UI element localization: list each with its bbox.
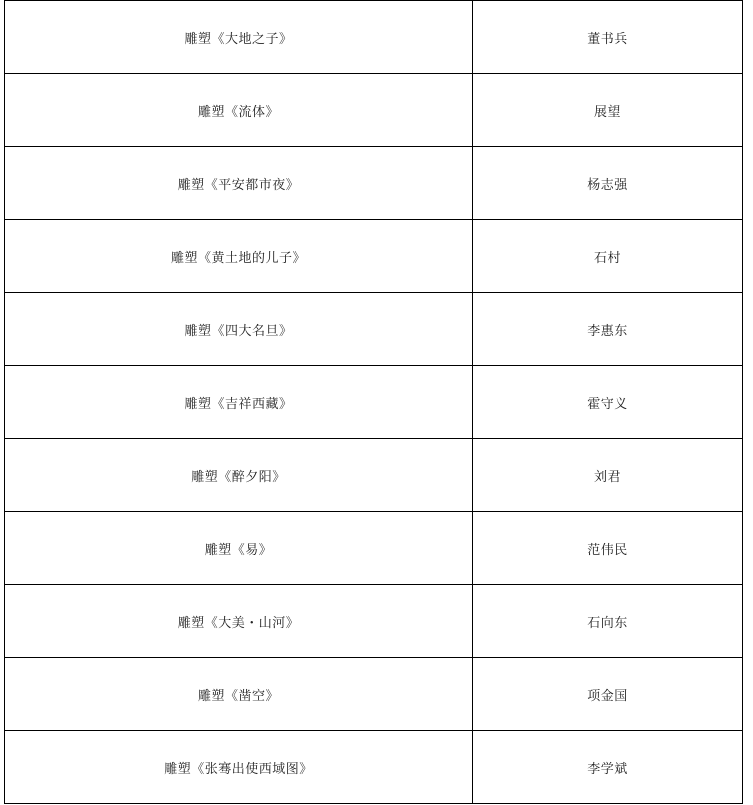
- work-title-cell: 雕塑《醉夕阳》: [5, 439, 473, 512]
- table-row: [5, 731, 743, 804]
- artist-cell: 石村: [473, 220, 743, 293]
- work-title-cell: 雕塑《张骞出使西域图》: [5, 731, 473, 804]
- table-row: [5, 74, 743, 147]
- table-row: [5, 585, 743, 658]
- work-title-cell: 雕塑《流体》: [5, 74, 473, 147]
- table-row: [5, 1, 743, 74]
- table-row: [5, 366, 743, 439]
- artist-cell: 杨志强: [473, 147, 743, 220]
- artist-cell: 董书兵: [473, 1, 743, 74]
- work-title-cell: 雕塑《平安都市夜》: [5, 147, 473, 220]
- work-title-cell: 雕塑《吉祥西藏》: [5, 366, 473, 439]
- artist-cell: 范伟民: [473, 512, 743, 585]
- works-table: [4, 0, 743, 804]
- work-title-cell: 雕塑《黄土地的儿子》: [5, 220, 473, 293]
- artist-cell: 刘君: [473, 439, 743, 512]
- work-title-cell: 雕塑《大美・山河》: [5, 585, 473, 658]
- artist-cell: 项金国: [473, 658, 743, 731]
- work-title-cell: 雕塑《大地之子》: [5, 1, 473, 74]
- work-title-cell: 雕塑《凿空》: [5, 658, 473, 731]
- work-title-cell: 雕塑《四大名旦》: [5, 293, 473, 366]
- artist-cell: 霍守义: [473, 366, 743, 439]
- artist-cell: 李学斌: [473, 731, 743, 804]
- table-row: [5, 658, 743, 731]
- table-row: [5, 293, 743, 366]
- works-table-container: [4, 0, 742, 804]
- table-row: [5, 147, 743, 220]
- artist-cell: 石向东: [473, 585, 743, 658]
- table-row: [5, 512, 743, 585]
- table-row: [5, 220, 743, 293]
- works-table-body: [5, 1, 743, 804]
- artist-cell: 李惠东: [473, 293, 743, 366]
- artist-cell: 展望: [473, 74, 743, 147]
- table-row: [5, 439, 743, 512]
- work-title-cell: 雕塑《易》: [5, 512, 473, 585]
